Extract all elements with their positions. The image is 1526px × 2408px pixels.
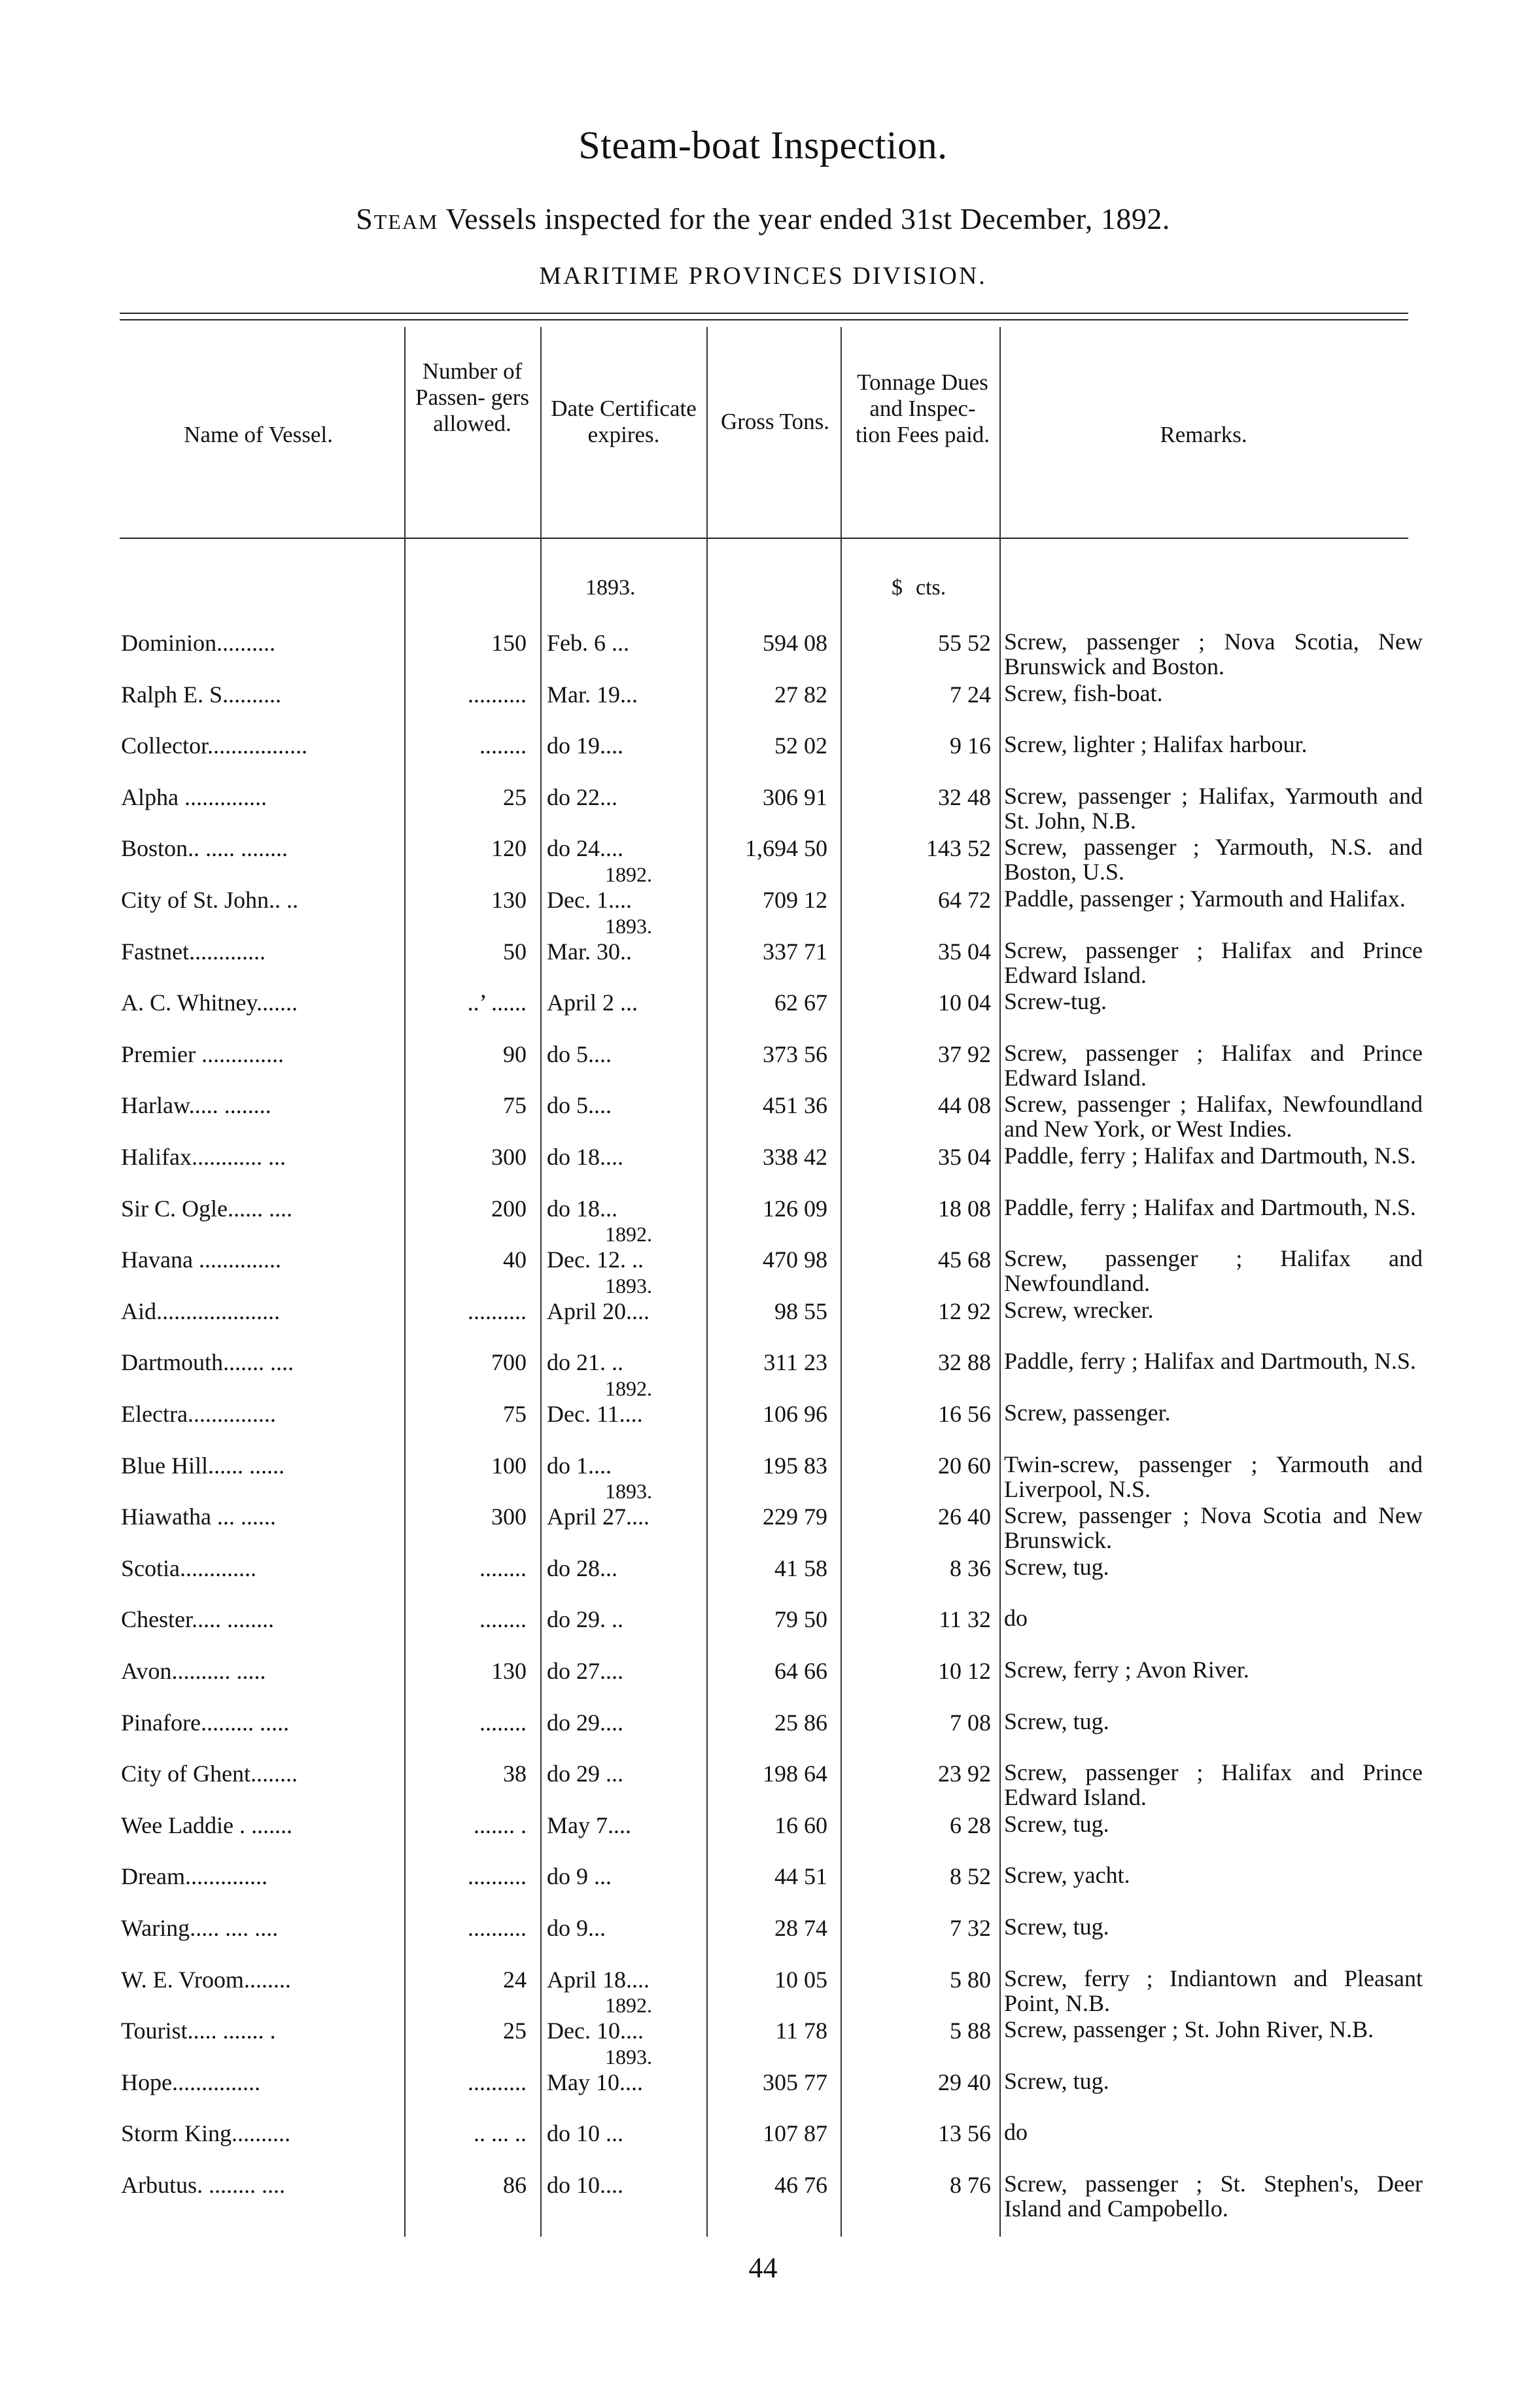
gross-tons: 107 87 [763,2120,827,2146]
remarks-text: Screw, tug. [1004,1554,1109,1580]
remarks-text: do [1004,1605,1028,1631]
gross-tons: 195 83 [763,1453,827,1479]
remarks-text: Screw, ferry ; Indiantown and Pleasant Point, N.B. [1004,1965,1423,2016]
table-row [0,989,1526,1015]
remarks-text: Paddle, ferry ; Halifax and Dartmouth, N.S. [1004,1143,1416,1169]
vessel-name: Harlaw..... ........ [121,1092,271,1118]
dues-paid: 64 72 [938,887,991,913]
passengers-allowed: 100 [491,1453,527,1479]
dues-paid: 11 32 [939,1606,991,1632]
gross-tons: 28 74 [774,1915,827,1941]
remarks-text: Screw, passenger ; Halifax and Prince Edward Island. [1004,1040,1423,1091]
vessel-name: Scotia............. [121,1555,256,1581]
certificate-date: do 18... [547,1195,617,1222]
table-row [0,1195,1526,1221]
table-row [0,1993,1526,2044]
year-marker: 1893. [605,914,652,938]
dues-paid: 12 92 [938,1298,991,1324]
dues-paid: 10 12 [938,1658,991,1684]
passengers-allowed: 24 [503,1967,527,1993]
table-row [0,1349,1526,1375]
year-marker: 1893. [605,2045,652,2069]
table-row [0,1143,1526,1169]
table-row [0,1555,1526,1581]
vessel-name: Pinafore......... ..... [121,1710,289,1736]
certificate-date: May 7.... [547,1812,631,1838]
gross-tons: 594 08 [763,630,827,656]
certificate-date: do 24.... [547,835,623,861]
table-row [0,1759,1526,1810]
table-row [0,1479,1526,1553]
vessel-name: Arbutus. ........ .... [121,2172,285,2198]
remarks-text: Screw, passenger ; Halifax, Newfoundland and New York, or West Indies. [1004,1091,1423,1142]
passengers-allowed: ....... . [474,1812,527,1838]
passengers-allowed: 25 [503,2018,527,2044]
dues-paid: 26 40 [938,1504,991,1530]
year-marker: 1893. [605,1479,652,1503]
year-unit: 1893. [585,576,636,600]
dues-paid: 32 88 [938,1349,991,1375]
dues-paid: 16 56 [938,1401,991,1427]
vessel-name: Halifax............ ... [121,1144,286,1170]
gross-tons: 98 55 [774,1298,827,1324]
vessel-name: Fastnet............. [121,938,266,965]
remarks-text: Screw, fish-boat. [1004,680,1163,706]
gross-tons: 10 05 [774,1967,827,1993]
remarks-text: Twin-screw, passenger ; Yarmouth and Liverpool, N.S. [1004,1451,1423,1502]
certificate-date: do 10 ... [547,2120,623,2146]
certificate-date: Dec. 10.... [547,2018,644,2044]
vessel-name: Dominion.......... [121,630,276,656]
column-divider [841,327,842,2237]
column-divider [540,327,542,2237]
dues-paid: 20 60 [938,1453,991,1479]
certificate-date: do 5.... [547,1092,612,1118]
header-passengers: Number of Passen- gers allowed. [415,358,529,436]
passengers-allowed: ........ [479,1555,527,1581]
top-rule-2 [120,319,1408,320]
certificate-date: do 18.... [547,1144,623,1170]
column-divider [706,327,708,2237]
dues-paid: 10 04 [938,989,991,1016]
vessel-name: Hope............... [121,2069,260,2095]
table-row [0,628,1526,679]
remarks-text: Screw, passenger ; Nova Scotia and New Brunswick. [1004,1502,1423,1553]
table-row [0,1091,1526,1142]
dues-paid: 23 92 [938,1761,991,1787]
gross-tons: 709 12 [763,887,827,913]
gross-tons: 25 86 [774,1710,827,1736]
vessel-name: Boston.. ..... ........ [121,835,288,861]
vessel-name: Havana .............. [121,1247,281,1273]
certificate-date: Feb. 6 ... [547,630,629,656]
vessel-name: Storm King.......... [121,2120,291,2146]
subtitle-rest: Vessels inspected for the year ended 31st December, 1892. [438,202,1170,235]
remarks-text: Screw, passenger ; Halifax and Prince Edward Island. [1004,937,1423,988]
vessel-name: Aid..................... [121,1298,280,1324]
certificate-date: do 5.... [547,1041,612,1067]
table-row [0,1657,1526,1683]
remarks-text: Screw, passenger ; St. Stephen's, Deer Island and Campobello. [1004,2171,1423,2222]
year-marker: 1892. [605,1993,652,2017]
gross-tons: 451 36 [763,1092,827,1118]
table-row [0,1812,1526,1838]
dues-paid: 55 52 [938,630,991,656]
vessel-name: Blue Hill...... ...... [121,1453,285,1479]
gross-tons: 41 58 [774,1555,827,1581]
passengers-allowed: 86 [503,2172,527,2198]
certificate-date: April 2 ... [547,989,638,1016]
passengers-allowed: 300 [491,1504,527,1530]
header-dues: Tonnage Dues and Inspec- tion Fees paid. [855,370,990,447]
passengers-allowed: 120 [491,835,527,861]
passengers-allowed: 150 [491,630,527,656]
year-marker: 1893. [605,1274,652,1298]
gross-tons: 46 76 [774,2172,827,2198]
passengers-allowed: ........ [479,1606,527,1632]
dues-paid: 8 76 [950,2172,991,2198]
certificate-date: do 29. .. [547,1606,623,1632]
certificate-date: do 27.... [547,1658,623,1684]
vessel-name: Wee Laddie . ....... [121,1812,293,1838]
gross-tons: 106 96 [763,1401,827,1427]
remarks-text: Screw, lighter ; Halifax harbour. [1004,731,1308,757]
year-marker: 1892. [605,863,652,886]
dues-paid: 5 80 [950,1967,991,1993]
table-row [0,1863,1526,1889]
remarks-text: Screw, tug. [1004,1708,1109,1734]
header-remarks: Remarks. [1160,422,1247,447]
dues-paid: 9 16 [950,732,991,759]
passengers-allowed: ........ [479,732,527,759]
certificate-date: do 1.... [547,1453,612,1479]
certificate-date: do 21. .. [547,1349,623,1375]
gross-tons: 229 79 [763,1504,827,1530]
remarks-text: Screw, ferry ; Avon River. [1004,1657,1249,1683]
vessel-name: Avon.......... ..... [121,1658,266,1684]
table-row [0,2045,1526,2095]
certificate-date: do 10.... [547,2172,623,2198]
vessel-name: Alpha .............. [121,784,267,810]
gross-tons: 79 50 [774,1606,827,1632]
cents-unit: cts. [916,576,946,600]
column-divider [404,327,406,2237]
vessel-name: Tourist..... ....... . [121,2018,276,2044]
gross-tons: 337 71 [763,938,827,965]
dues-paid: 6 28 [950,1812,991,1838]
page-number: 44 [748,2252,778,2284]
certificate-date: May 10.... [547,2069,643,2095]
certificate-date: Mar. 19... [547,681,638,708]
table-row [0,1914,1526,1940]
dues-paid: 7 32 [950,1915,991,1941]
remarks-text: Paddle, ferry ; Halifax and Dartmouth, N.S. [1004,1348,1416,1374]
page-subtitle [0,201,1526,236]
table-row [0,732,1526,758]
passengers-allowed: 700 [491,1349,527,1375]
dollar-unit: $ [892,576,903,600]
header-name: Name of Vessel. [184,422,333,447]
gross-tons: 373 56 [763,1041,827,1067]
table-row [0,1606,1526,1632]
column-divider [999,327,1001,2237]
table-row [0,863,1526,913]
passengers-allowed: 40 [503,1247,527,1273]
certificate-date: do 9... [547,1915,606,1941]
dues-paid: 5 88 [950,2018,991,2044]
vessel-name: Ralph E. S.......... [121,681,282,708]
dues-paid: 13 56 [938,2120,991,2146]
passengers-allowed: .......... [468,1863,527,1889]
certificate-date: Dec. 12. .. [547,1247,644,1273]
vessel-name: Waring..... .... .... [121,1915,279,1941]
passengers-allowed: 300 [491,1144,527,1170]
remarks-text: Screw, wrecker. [1004,1297,1154,1323]
vessel-name: Sir C. Ogle...... .... [121,1195,293,1222]
remarks-text: Screw, passenger. [1004,1400,1171,1426]
vessel-name: City of St. John.. .. [121,887,299,913]
dues-paid: 8 36 [950,1555,991,1581]
certificate-date: do 29.... [547,1710,623,1736]
vessel-name: Collector................. [121,732,307,759]
passengers-allowed: 50 [503,938,527,965]
dues-paid: 7 08 [950,1710,991,1736]
page-title: Steam-boat Inspection. [578,124,948,167]
gross-tons: 44 51 [774,1863,827,1889]
header-rule [120,538,1408,539]
remarks-text: Screw, yacht. [1004,1862,1130,1888]
dues-paid: 35 04 [938,1144,991,1170]
vessel-name: Dream.............. [121,1863,268,1889]
gross-tons: 62 67 [774,989,827,1016]
gross-tons: 306 91 [763,784,827,810]
dues-paid: 143 52 [926,835,991,861]
passengers-allowed: 38 [503,1761,527,1787]
division-heading: MARITIME PROVINCES DIVISION. [539,262,987,290]
vessel-name: Dartmouth....... .... [121,1349,294,1375]
remarks-text: Screw, passenger ; Nova Scotia, New Brunswick and Boston. [1004,628,1423,679]
remarks-text: Screw, passenger ; Yarmouth, N.S. and Boston, U.S. [1004,834,1423,885]
remarks-text: Paddle, ferry ; Halifax and Dartmouth, N.S. [1004,1194,1416,1220]
passengers-allowed: ........ [479,1710,527,1736]
vessel-name: Chester..... ........ [121,1606,274,1632]
passengers-allowed: .......... [468,1915,527,1941]
vessel-name: Electra............... [121,1401,276,1427]
remarks-text: Screw, tug. [1004,1811,1109,1837]
dues-paid: 8 52 [950,1863,991,1889]
gross-tons: 64 66 [774,1658,827,1684]
certificate-date: do 9 ... [547,1863,612,1889]
year-marker: 1892. [605,1222,652,1246]
certificate-date: April 18.... [547,1967,650,1993]
table-row [0,2171,1526,2222]
passengers-allowed: .......... [468,2069,527,2095]
passengers-allowed: 130 [491,1658,527,1684]
dues-paid: 29 40 [938,2069,991,2095]
passengers-allowed: .......... [468,681,527,708]
passengers-allowed: 130 [491,887,527,913]
vessel-name: Premier .............. [121,1041,284,1067]
remarks-text: Screw-tug. [1004,988,1107,1014]
dues-paid: 18 08 [938,1195,991,1222]
passengers-allowed: 200 [491,1195,527,1222]
vessel-name: City of Ghent........ [121,1761,298,1787]
certificate-date: April 20.... [547,1298,650,1324]
gross-tons: 470 98 [763,1247,827,1273]
gross-tons: 27 82 [774,681,827,708]
table-row [0,1274,1526,1324]
vessel-name: W. E. Vroom........ [121,1967,291,1993]
table-row [0,1040,1526,1091]
table-row [0,681,1526,707]
dues-paid: 45 68 [938,1247,991,1273]
passengers-allowed: ..’ ...... [467,989,527,1016]
dues-paid: 35 04 [938,938,991,965]
header-date: Date Certificate expires. [551,396,697,447]
header-gross: Gross Tons. [720,409,830,434]
gross-tons: 311 23 [763,1349,827,1375]
subtitle-lead: Steam [356,202,439,235]
remarks-text: Screw, tug. [1004,1914,1109,1940]
passengers-allowed: 75 [503,1401,527,1427]
top-rule [120,313,1408,314]
remarks-text: Screw, passenger ; St. John River, N.B. [1004,2016,1374,2042]
certificate-date: April 27.... [547,1504,650,1530]
vessel-name: A. C. Whitney....... [121,989,298,1016]
remarks-text: do [1004,2119,1028,2145]
passengers-allowed: 25 [503,784,527,810]
certificate-date: Mar. 30.. [547,938,632,965]
passengers-allowed: .. ... .. [474,2120,527,2146]
table-row [0,783,1526,834]
remarks-text: Paddle, passenger ; Yarmouth and Halifax. [1004,886,1406,912]
certificate-date: do 22... [547,784,617,810]
gross-tons: 305 77 [763,2069,827,2095]
remarks-text: Screw, tug. [1004,2068,1109,2094]
remarks-text: Screw, passenger ; Halifax and Prince Edward Island. [1004,1759,1423,1810]
dues-paid: 44 08 [938,1092,991,1118]
table-row [0,914,1526,988]
dues-paid: 7 24 [950,681,991,708]
table-row [0,2120,1526,2146]
certificate-date: Dec. 11.... [547,1401,643,1427]
remarks-text: Screw, passenger ; Halifax, Yarmouth and St. John, N.B. [1004,783,1423,834]
certificate-date: do 28... [547,1555,617,1581]
certificate-date: Dec. 1.... [547,887,632,913]
gross-tons: 126 09 [763,1195,827,1222]
gross-tons: 1,694 50 [745,835,827,861]
passengers-allowed: .......... [468,1298,527,1324]
table-row [0,1377,1526,1427]
dues-paid: 32 48 [938,784,991,810]
gross-tons: 16 60 [774,1812,827,1838]
passengers-allowed: 90 [503,1041,527,1067]
year-marker: 1892. [605,1377,652,1400]
table-row [0,1709,1526,1735]
passengers-allowed: 75 [503,1092,527,1118]
certificate-date: do 19.... [547,732,623,759]
gross-tons: 52 02 [774,732,827,759]
certificate-date: do 29 ... [547,1761,623,1787]
gross-tons: 338 42 [763,1144,827,1170]
remarks-text: Screw, passenger ; Halifax and Newfoundland. [1004,1245,1423,1296]
gross-tons: 198 64 [763,1761,827,1787]
dues-paid: 37 92 [938,1041,991,1067]
vessel-name: Hiawatha ... ...... [121,1504,276,1530]
gross-tons: 11 78 [775,2018,827,2044]
